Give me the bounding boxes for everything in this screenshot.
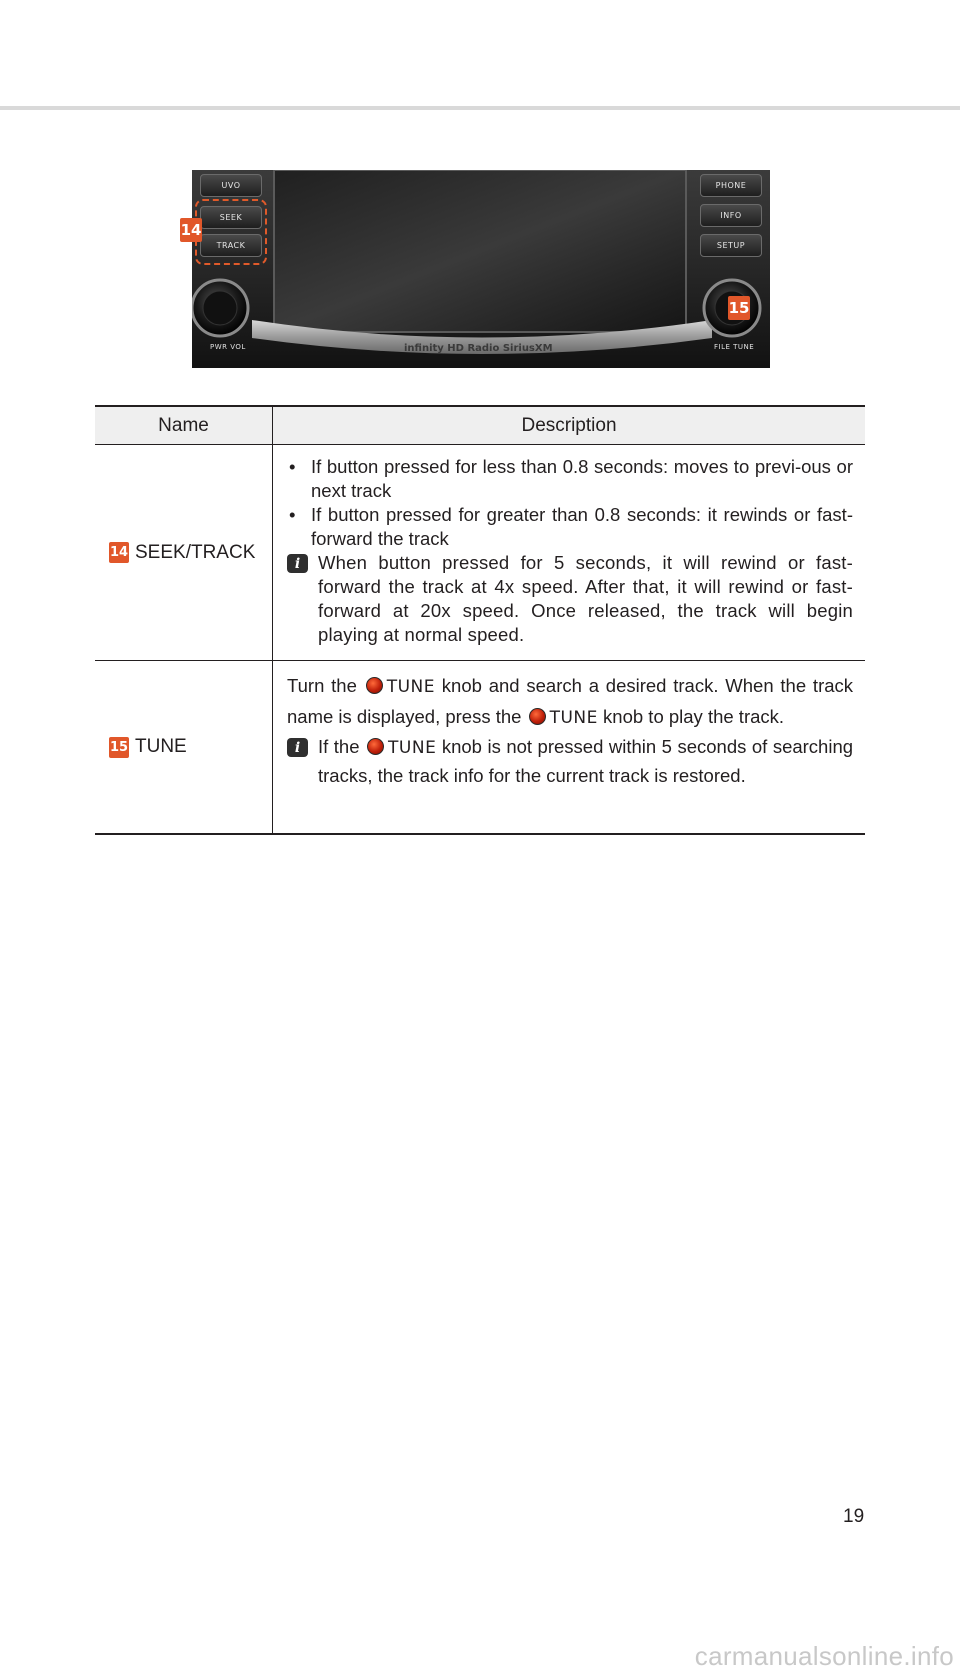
text-segment: knob is not pressed within 5 seconds of searching tracks, the track info for the current track is restored. — [318, 736, 854, 786]
bullet-text: If button pressed for greater than 0.8 seconds: it rewinds or fast-forward the track — [311, 504, 853, 549]
seek-track-highlight — [195, 199, 267, 265]
tune-keyword: TUNE — [388, 738, 437, 758]
row-name-tune — [95, 661, 273, 833]
callout-15-badge: 15 — [728, 296, 750, 320]
table-row — [95, 660, 865, 835]
uvo-button[interactable]: UVO — [200, 174, 262, 197]
tune-knob-icon — [367, 738, 384, 755]
tune-keyword: TUNE — [549, 708, 598, 728]
tune-knob-icon — [366, 677, 383, 694]
table-header — [95, 405, 865, 444]
info-icon: i — [287, 554, 308, 573]
tune-knob-icon — [529, 708, 546, 725]
brand-strip: infinity HD Radio SiriusXM — [404, 343, 553, 354]
row-name-label: TUNE — [135, 736, 187, 757]
text-segment: knob to play the track. — [603, 706, 785, 727]
list-item — [287, 455, 853, 503]
number-badge: 15 — [109, 737, 129, 758]
file-tune-label: FILE TUNE — [714, 343, 755, 351]
head-unit-frame — [192, 170, 770, 368]
pwr-vol-label: PWR VOL — [210, 343, 246, 351]
track-button[interactable]: TRACK — [200, 234, 262, 257]
note-text: When button pressed for 5 seconds, it will rewind or fast-forward the track at 4x speed. After that, it will rewind or fast-forward at 20x speed. Once released, the track will begin playing at normal speed. — [318, 552, 853, 645]
tune-keyword: TUNE — [386, 677, 435, 697]
watermark: carmanualsonline.info — [694, 1641, 954, 1671]
callout-14-badge: 14 — [180, 218, 202, 242]
bullet-icon: • — [289, 504, 296, 525]
header-name: Name — [95, 407, 273, 444]
bullet-text: If button pressed for less than 0.8 seconds: moves to previ-ous or next track — [311, 456, 853, 501]
row-name-seek-track — [95, 445, 273, 660]
text-segment: If the — [318, 736, 360, 757]
row-description — [273, 445, 865, 660]
info-note — [287, 551, 853, 647]
info-icon: i — [287, 738, 308, 757]
controls-table — [95, 405, 865, 835]
info-button[interactable]: INFO — [700, 204, 762, 227]
seek-button[interactable]: SEEK — [200, 206, 262, 229]
row-description — [273, 661, 865, 833]
list-item — [287, 503, 853, 551]
info-note — [287, 733, 853, 790]
head-unit-illustration — [180, 170, 770, 368]
page-number: 19 — [843, 1506, 865, 1527]
text-segment: Turn the — [287, 675, 357, 696]
header-description: Description — [521, 414, 617, 436]
bullet-icon: • — [289, 456, 296, 477]
top-rule — [0, 106, 960, 110]
setup-button[interactable]: SETUP — [700, 234, 762, 257]
note-text — [318, 733, 853, 790]
number-badge: 14 — [109, 542, 129, 563]
phone-button[interactable]: PHONE — [700, 174, 762, 197]
text-segment: knob and search a desired track. When the track name is displayed, press the — [287, 675, 854, 727]
tune-instructions — [287, 671, 853, 733]
table-row — [95, 444, 865, 660]
row-name-label: SEEK/TRACK — [135, 541, 256, 563]
